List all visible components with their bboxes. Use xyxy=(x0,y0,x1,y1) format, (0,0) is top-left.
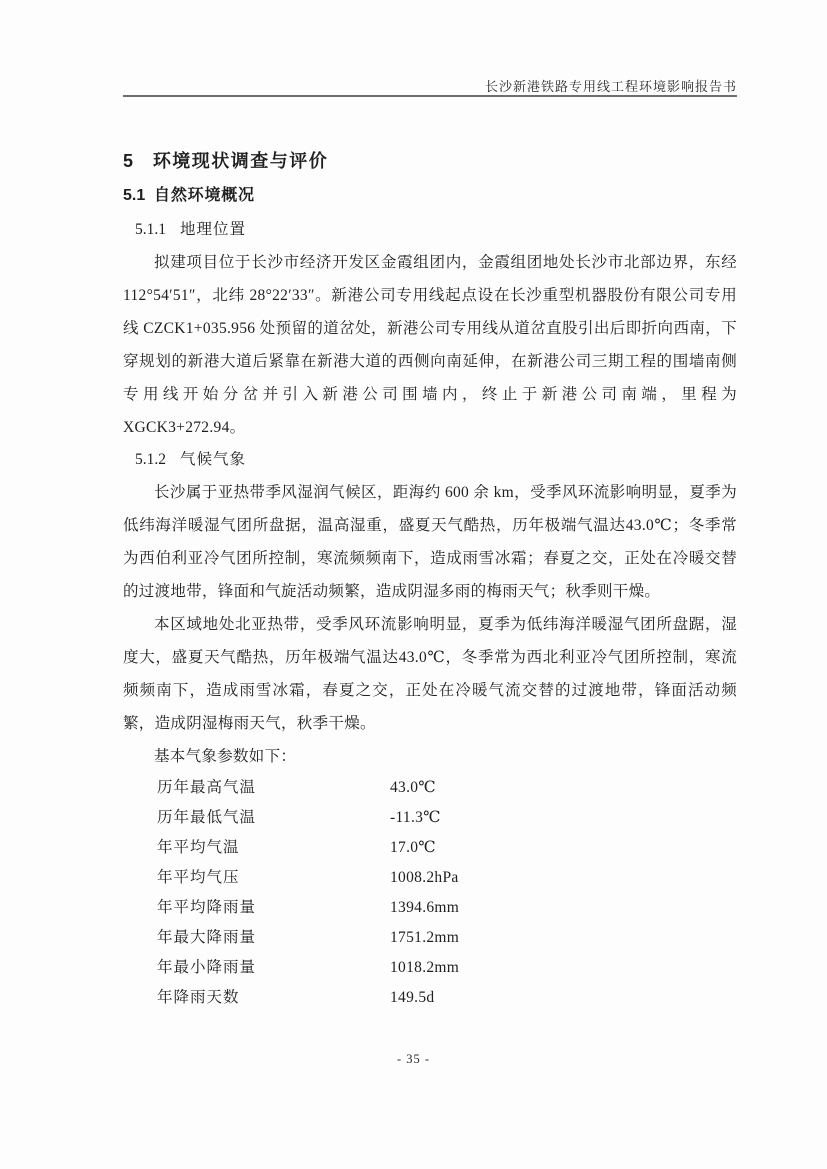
param-label: 年最小降雨量 xyxy=(157,959,257,976)
section-heading-5-1-1 xyxy=(135,218,737,242)
param-value: 1394.6mm xyxy=(390,899,460,916)
weather-param-row xyxy=(157,983,737,1013)
weather-params-intro: 基本气象参数如下： xyxy=(154,748,297,765)
param-label: 历年最低气温 xyxy=(157,809,257,826)
param-value: 17.0℃ xyxy=(390,839,436,856)
section-title: 自然环境概况 xyxy=(154,187,255,204)
param-value: 43.0℃ xyxy=(390,779,436,796)
weather-param-row xyxy=(157,803,737,833)
param-value: 1018.2mm xyxy=(390,959,460,976)
section-title: 环境现状调查与评价 xyxy=(152,151,329,171)
paragraph-geographic-location: 拟建项目位于长沙市经济开发区金霞组团内，金霞组团地处长沙市北部边界，东经 112°54′51″，北纬 28°22′33″。新港公司专用线起点设在长沙重型机器股份有限公司专用线 CZCK1+035.956 处预留的道岔处，新港公司专用线从道岔直股引出后即折向西南，下穿规划的新港大道后紧靠在新港大道的西侧向南延伸，在新港公司三期工程的围墙南侧专用线开始分岔并引入新港公司围墙内，终止于新港公司南端，里程为 XGCK3+272.94。 xyxy=(123,254,737,436)
section-number: 5.1.1 xyxy=(135,221,166,238)
page-number: - 35 - xyxy=(396,1052,431,1066)
weather-params-list xyxy=(157,773,737,1013)
header-rule xyxy=(123,95,737,97)
param-label: 年平均气温 xyxy=(157,839,240,856)
param-value: -11.3℃ xyxy=(390,809,441,826)
paragraph-climate-region: 本区域地处北亚热带，受季风环流影响明显，夏季为低纬海洋暖湿气团所盘踞，湿度大，盛夏天气酷热，历年极端气温达43.0℃，冬季常为西北利亚冷气团所控制，寒流频频南下，造成雨雪冰霜，春夏之交，正处在冷暖气流交替的过渡地带，锋面活动频繁，造成阴湿梅雨天气，秋季干燥。 xyxy=(123,616,737,732)
param-value: 149.5d xyxy=(390,989,435,1006)
section-number: 5.1.2 xyxy=(135,451,166,468)
param-value: 1751.2mm xyxy=(390,929,460,946)
weather-param-row xyxy=(157,863,737,893)
weather-param-row xyxy=(157,893,737,923)
section-heading-5 xyxy=(123,148,737,174)
weather-param-row xyxy=(157,833,737,863)
param-label: 年降雨天数 xyxy=(157,989,240,1006)
running-header-title: 长沙新港铁路专用线工程环境影响报告书 xyxy=(484,79,737,94)
section-title: 地理位置 xyxy=(179,221,246,238)
param-value: 1008.2hPa xyxy=(390,869,459,886)
paragraph-climate-changsha: 长沙属于亚热带季风湿润气候区，距海约 600 余 km，受季风环流影响明显，夏季为低纬海洋暖湿气团所盘据，温高湿重，盛夏天气酷热，历年极端气温达43.0℃；冬季常为西伯利亚冷气团所控制，寒流频频南下，造成雨雪冰霜；春夏之交，正处在冷暖交替的过渡地带，锋面和气旋活动频繁，造成阴湿多雨的梅雨天气；秋季则干燥。 xyxy=(123,484,737,600)
weather-param-row xyxy=(157,923,737,953)
weather-param-row xyxy=(157,953,737,983)
document-content xyxy=(123,148,737,1013)
param-label: 年最大降雨量 xyxy=(157,929,257,946)
param-label: 年平均降雨量 xyxy=(157,899,257,916)
section-number: 5.1 xyxy=(123,187,146,204)
param-label: 年平均气压 xyxy=(157,869,240,886)
param-label: 历年最高气温 xyxy=(157,779,257,796)
weather-param-row xyxy=(157,773,737,803)
section-heading-5-1-2 xyxy=(135,448,737,472)
section-heading-5-1 xyxy=(123,184,737,208)
section-number: 5 xyxy=(123,151,134,171)
section-title: 气候气象 xyxy=(179,451,246,468)
